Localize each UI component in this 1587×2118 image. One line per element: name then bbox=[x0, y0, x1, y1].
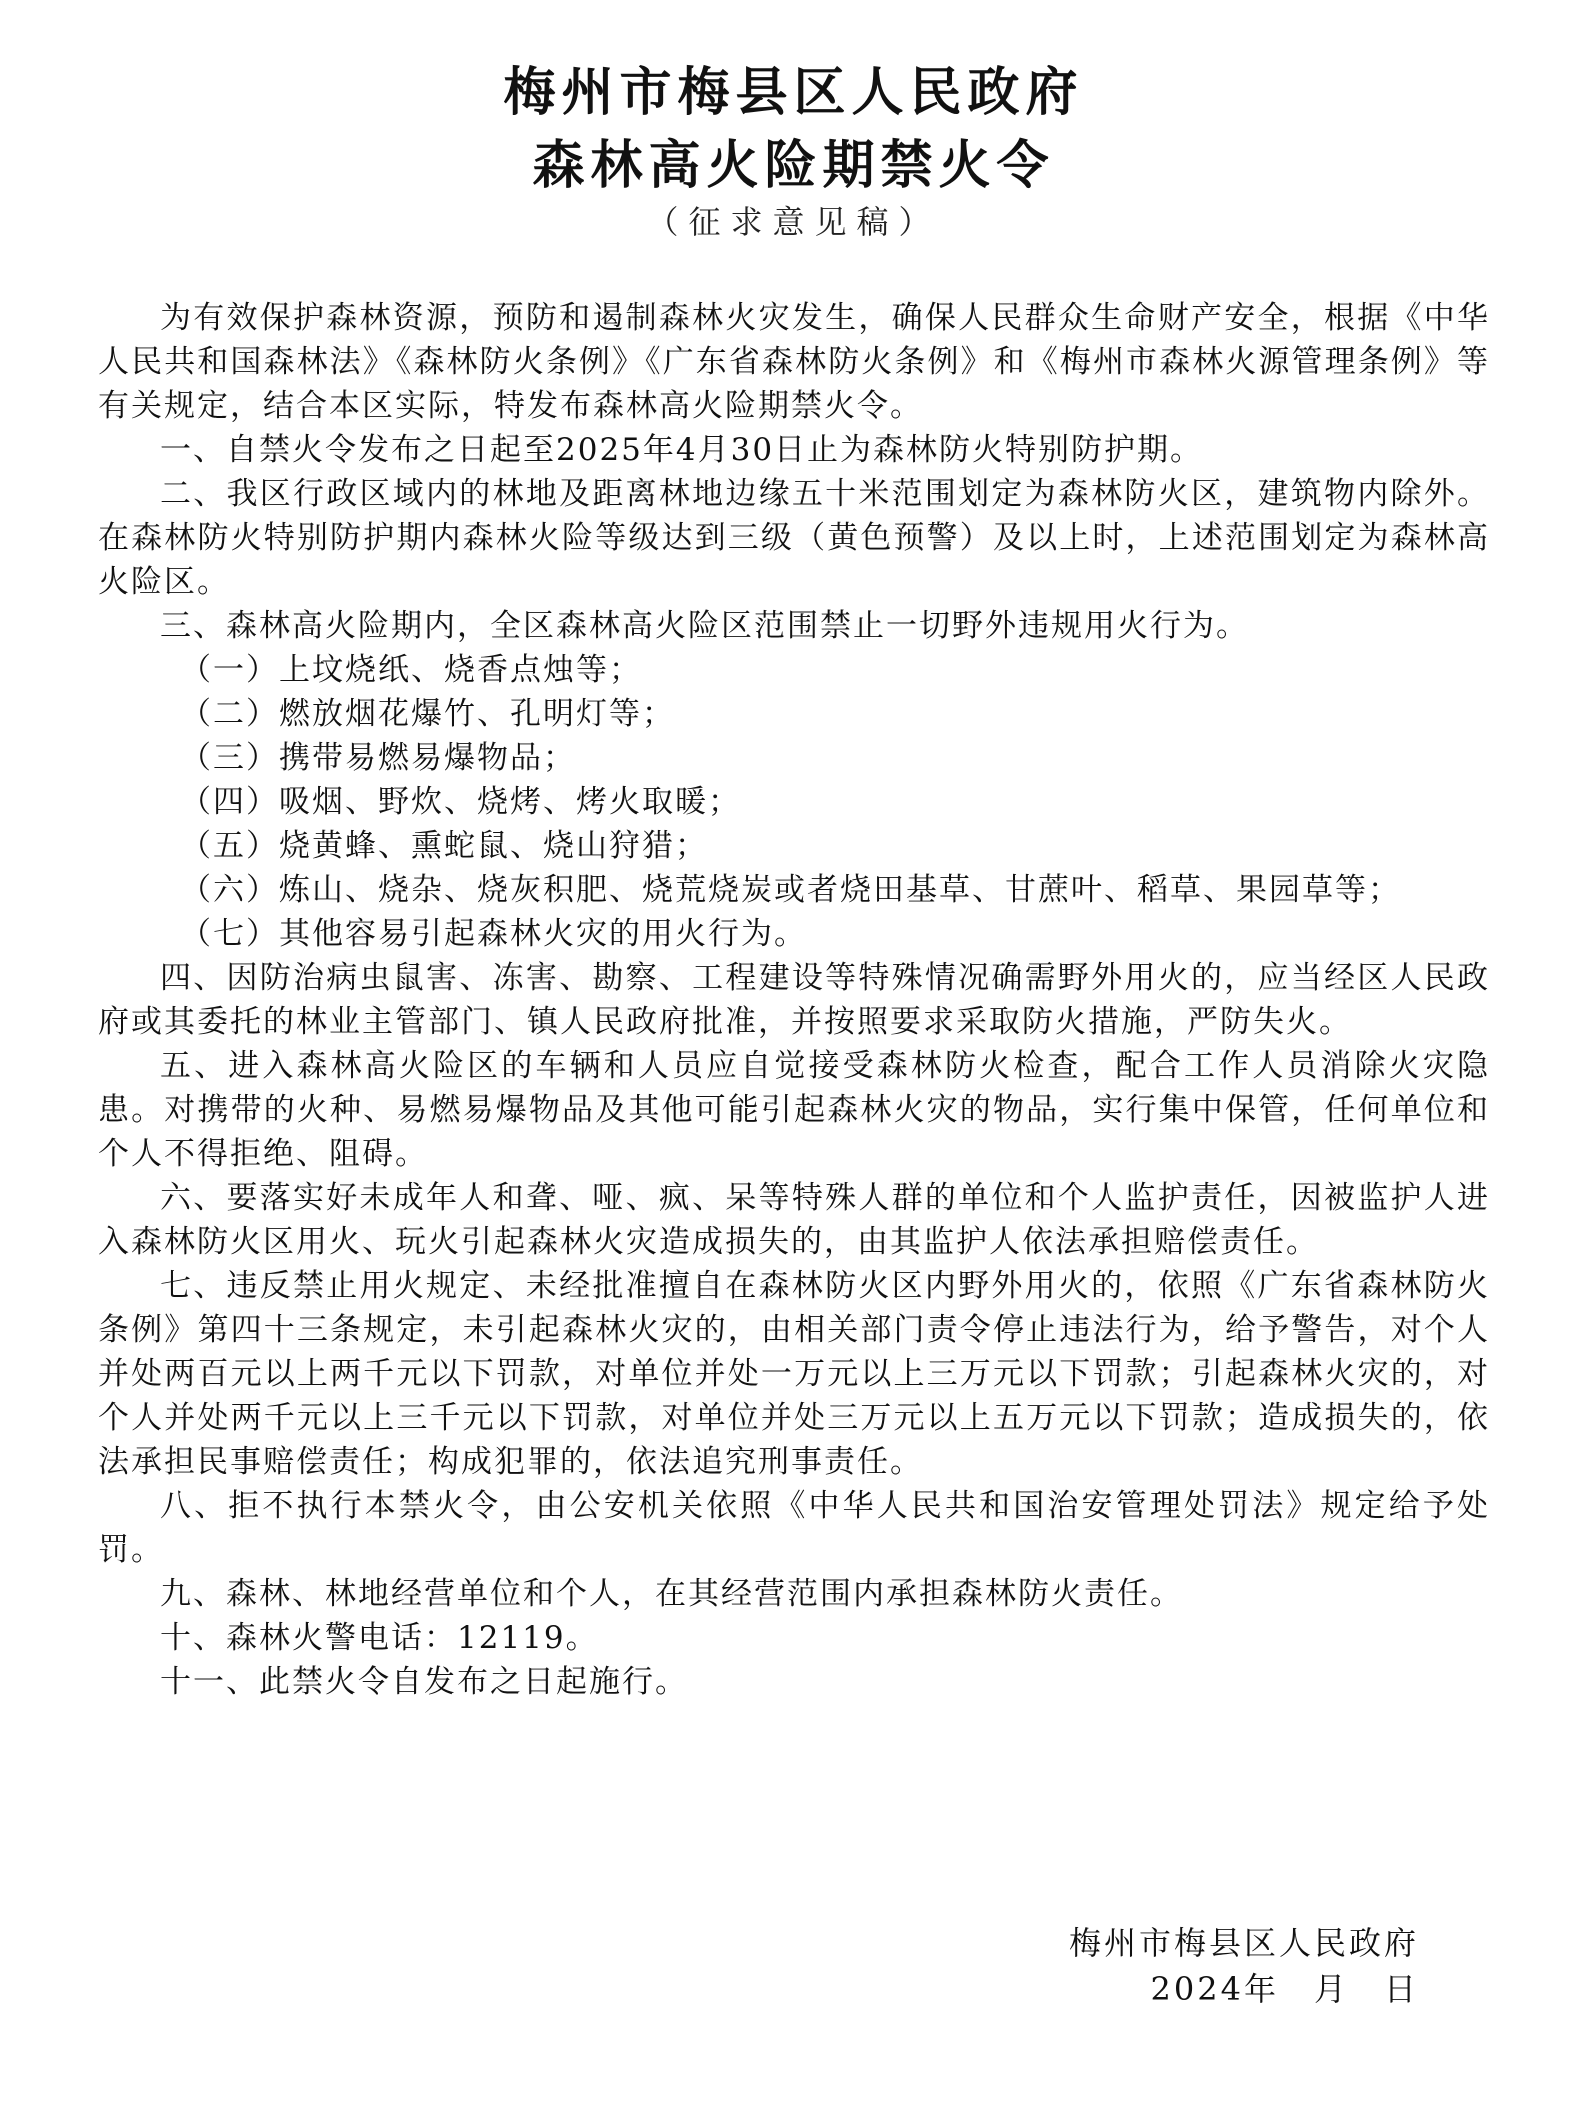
list-item-1: （一）上坟烧纸、烧香点烛等； bbox=[180, 652, 642, 688]
paragraph-article-10: 十、森林火警电话：12119。 bbox=[160, 1620, 599, 1656]
signature-date: 2024年 月 日 bbox=[1150, 1970, 1419, 2008]
paragraph-article-3: 三、森林高火险期内，全区森林高火险区范围禁止一切野外违规用火行为。 bbox=[160, 608, 1249, 644]
list-item-3: （三）携带易燃易爆物品； bbox=[180, 740, 576, 776]
list-item-4: （四）吸烟、野炊、烧烤、烤火取暖； bbox=[180, 784, 741, 820]
list-item-5: （五）烧黄蜂、熏蛇鼠、烧山狩猎； bbox=[180, 828, 708, 864]
paragraph-article-6: 六、要落实好未成年人和聋、哑、疯、呆等特殊人群的单位和个人监护责任，因被监护人进入森林防火区用火、玩火引起森林火灾造成损失的，由其监护人依法承担赔偿责任。 bbox=[98, 1180, 1490, 1260]
list-item-2: （二）燃放烟花爆竹、孔明灯等； bbox=[180, 696, 675, 732]
paragraph-article-11: 十一、此禁火令自发布之日起施行。 bbox=[160, 1664, 688, 1700]
list-item-7: （七）其他容易引起森林火灾的用火行为。 bbox=[180, 916, 807, 952]
paragraph-article-7: 七、违反禁止用火规定、未经批准擅自在森林防火区内野外用火的，依照《广东省森林防火条例》第四十三条规定，未引起森林火灾的，由相关部门责令停止违法行为，给予警告，对个人并处两百元以上两千元以下罚款，对单位并处一万元以上三万元以下罚款；引起森林火灾的，对个人并处两千元以上三千元以下罚款，对单位并处三万元以上五万元以下罚款；造成损失的，依法承担民事赔偿责任；构成犯罪的，依法追究刑事责任。 bbox=[98, 1268, 1490, 1480]
document-body bbox=[98, 296, 1490, 1704]
paragraph-article-4: 四、因防治病虫鼠害、冻害、勘察、工程建设等特殊情况确需野外用火的，应当经区人民政府或其委托的林业主管部门、镇人民政府批准，并按照要求采取防火措施，严防失火。 bbox=[98, 960, 1490, 1040]
document-title-line1: 梅州市梅县区人民政府 bbox=[503, 63, 1084, 123]
document-title-line2: 森林高火险期禁火令 bbox=[532, 136, 1055, 196]
paragraph-article-1: 一、自禁火令发布之日起至2025年4月30日止为森林防火特别防护期。 bbox=[160, 432, 1204, 468]
list-item-6: （六）炼山、烧杂、烧灰积肥、烧荒烧炭或者烧田基草、甘蔗叶、稻草、果园草等； bbox=[180, 872, 1401, 908]
paragraph-article-5: 五、进入森林高火险区的车辆和人员应自觉接受森林防火检查，配合工作人员消除火灾隐患。对携带的火种、易燃易爆物品及其他可能引起森林火灾的物品，实行集中保管，任何单位和个人不得拒绝、阻碍。 bbox=[98, 1048, 1490, 1172]
document-subtitle: （征求意见稿） bbox=[646, 203, 941, 241]
paragraph-preamble: 为有效保护森林资源，预防和遏制森林火灾发生，确保人民群众生命财产安全，根据《中华人民共和国森林法》《森林防火条例》《广东省森林防火条例》和《梅州市森林火源管理条例》等有关规定，结合本区实际，特发布森林高火险期禁火令。 bbox=[98, 300, 1490, 424]
signature-organization: 梅州市梅县区人民政府 bbox=[1068, 1924, 1419, 1962]
paragraph-article-8: 八、拒不执行本禁火令，由公安机关依照《中华人民共和国治安管理处罚法》规定给予处罚。 bbox=[98, 1488, 1490, 1568]
signature-block bbox=[899, 1920, 1419, 2012]
paragraph-article-9: 九、森林、林地经营单位和个人，在其经营范围内承担森林防火责任。 bbox=[160, 1576, 1183, 1612]
paragraph-article-2: 二、我区行政区域内的林地及距离林地边缘五十米范围划定为森林防火区，建筑物内除外。在森林防火特别防护期内森林火险等级达到三级（黄色预警）及以上时，上述范围划定为森林高火险区。 bbox=[98, 476, 1490, 600]
